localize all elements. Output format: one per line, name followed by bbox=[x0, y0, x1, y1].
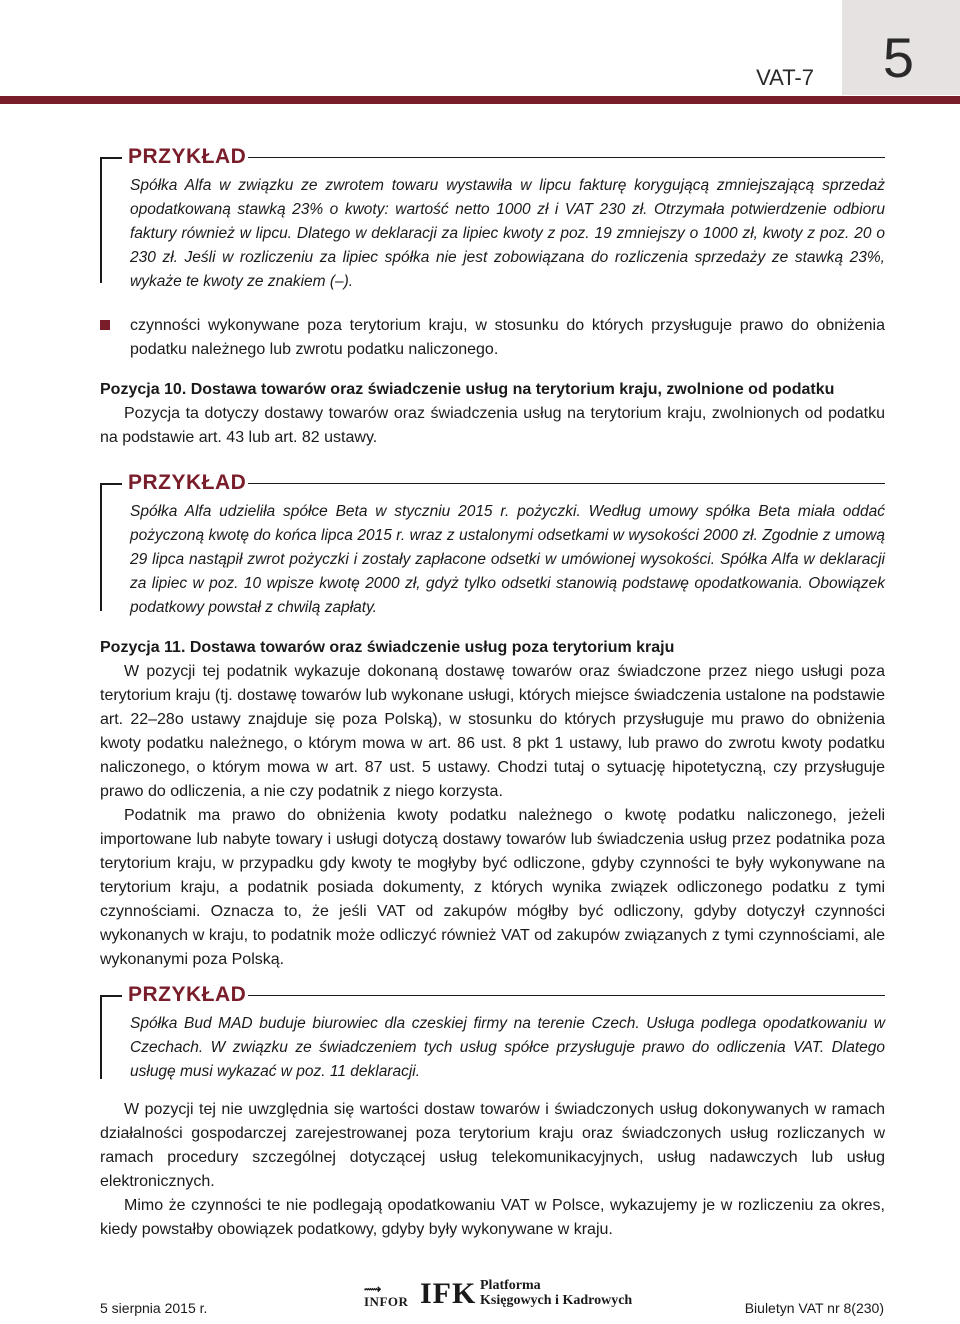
footer-publication: Biuletyn VAT nr 8(230) bbox=[744, 1300, 884, 1316]
infor-logo-icon: ⟿ bbox=[364, 1282, 382, 1296]
logo-ifk: IFK bbox=[420, 1277, 477, 1310]
example-box-2 bbox=[100, 470, 885, 616]
paragraph: W pozycji tej podatnik wykazuje dokonaną dostawę towarów oraz świadczone przez niego usługi poza terytorium kraju (tj. dostawę towarów lub wykonane usługi, których miejsce świadczenia ustalone na podstawie art. 22–28o ustawy znajduje się poza Polską), w stosunku do których przysługuje mu prawo do obniżenia kwoty podatku należnego, o którym mowa w art. 86 ust. 8 pkt 1 ustawy, lub prawo do zwrotu kwoty podatku naliczonego, o którym mowa w art. 87 ust. 5 ustawy. Chodzi tutaj o sytuację hipotetyczną, czy przysługuje prawo do odliczenia, a nie czy podatnik z niego korzysta. bbox=[100, 663, 885, 800]
logo-platform-line1: Platforma bbox=[480, 1278, 541, 1293]
closing-body bbox=[100, 1098, 885, 1242]
bullet-square-icon bbox=[100, 320, 110, 330]
footer-date: 5 sierpnia 2015 r. bbox=[100, 1300, 208, 1316]
example-label: PRZYKŁAD bbox=[128, 983, 247, 1006]
page-number: 5 bbox=[882, 26, 914, 89]
example-box-3 bbox=[100, 982, 885, 1078]
bullet-text: czynności wykonywane poza terytorium kraju, w stosunku do których przysługuje prawo do obniżenia podatku należnego lub zwrotu podatku naliczonego. bbox=[130, 317, 885, 358]
paragraph: W pozycji tej nie uwzględnia się wartości dostaw towarów i świadczonych usług dokonywanych w ramach działalności gospodarczej zarejestrowanej poza terytorium kraju oraz świadczonych usług rozliczanych w ramach procedury szczególnej dotyczącej usług telekomunikacyjnych, usług nadawczych lub usług elektronicznych. bbox=[100, 1101, 885, 1190]
bullet-item bbox=[100, 314, 885, 362]
example-text: Spółka Bud MAD buduje biurowiec dla czeskiej firmy na terenie Czech. Usługa podlega opodatkowaniu w Czechach. W związku ze świadczeniem tych usług spółce przysługuje prawo do odliczenia VAT. Dlatego usługę musi wykazać w poz. 11 deklaracji. bbox=[130, 1015, 885, 1080]
section-body-pos10 bbox=[100, 402, 885, 450]
section-body-pos11 bbox=[100, 660, 885, 972]
paragraph: Mimo że czynności te nie podlegają opodatkowaniu VAT w Polsce, wykazujemy je w rozliczeniu za okres, kiedy powstałby obowiązek podatkowy, gdyby były wykonywane w kraju. bbox=[100, 1197, 885, 1238]
section-heading-pos10: Pozycja 10. Dostawa towarów oraz świadczenie usług na terytorium kraju, zwolnione od podatku bbox=[100, 381, 835, 398]
section-heading-pos11: Pozycja 11. Dostawa towarów oraz świadczenie usług poza terytorium kraju bbox=[100, 639, 675, 656]
publisher-logo bbox=[364, 1276, 644, 1312]
example-box-1 bbox=[100, 144, 885, 290]
paragraph: Podatnik ma prawo do obniżenia kwoty podatku należnego o kwotę podatku naliczonego, jeżeli importowane lub nabyte towary i usługi dotyczą dostawy towarów lub świadczenia usług przez podatnika poza terytorium kraju, w przypadku gdy kwoty te mogłyby być odliczone, gdyby czynności te były wykonywane na terytorium kraju, a podatnik posiada dokumenty, z których wynika związek odliczonego podatku z tymi czynnościami. Oznacza to, że jeśli VAT od zakupów mógłby być odliczony, gdyby dotyczył czynności wykonanych w kraju, to podatnik może odliczyć również VAT od zakupów związanych z tymi czynnościami, ale wykonanymi poza Polską. bbox=[100, 807, 885, 968]
example-label: PRZYKŁAD bbox=[128, 471, 247, 494]
example-label: PRZYKŁAD bbox=[128, 145, 247, 168]
example-text: Spółka Alfa w związku ze zwrotem towaru wystawiła w lipcu fakturę korygującą zmniejszającą sprzedaż opodatkowaną stawką 23% o kwoty: wartość netto 1000 zł i VAT 230 zł. Otrzymała potwierdzenie odbioru faktury również w lipcu. Dlatego w deklaracji za lipiec kwoty z poz. 19 zmniejszy o 1000 zł, kwoty z poz. 20 o 230 zł. Jeśli w rozliczeniu za lipiec spółka nie jest zobowiązana do rozliczenia sprzedaży ze stawką 23%, wykaże te kwoty ze znakiem (–). bbox=[130, 177, 885, 290]
example-text: Spółka Alfa udzieliła spółce Beta w styczniu 2015 r. pożyczki. Według umowy spółka Beta miała oddać pożyczoną kwotę do końca lipca 2015 r. wraz z ustalonymi odsetkami w wysokości 2000 zł. Zgodnie z umową 29 lipca nastąpił zwrot pożyczki i zostały zapłacone odsetki w umówionej wysokości. Spółka Alfa w deklaracji za lipiec w poz. 10 wpisze kwotę 2000 zł, gdyż tylko odsetki stanowią podstawę opodatkowania. Obowiązek podatkowy powstał z chwilą zapłaty. bbox=[130, 503, 885, 616]
header-rule bbox=[0, 96, 960, 104]
paragraph: Pozycja ta dotyczy dostawy towarów oraz świadczenia usług na terytorium kraju, zwolnionych od podatku na podstawie art. 43 lub art. 82 ustawy. bbox=[100, 405, 885, 446]
logo-platform-line2: Księgowych i Kadrowych bbox=[480, 1293, 633, 1308]
logo-infor: INFOR bbox=[364, 1294, 409, 1309]
running-title: VAT-7 bbox=[756, 65, 814, 90]
